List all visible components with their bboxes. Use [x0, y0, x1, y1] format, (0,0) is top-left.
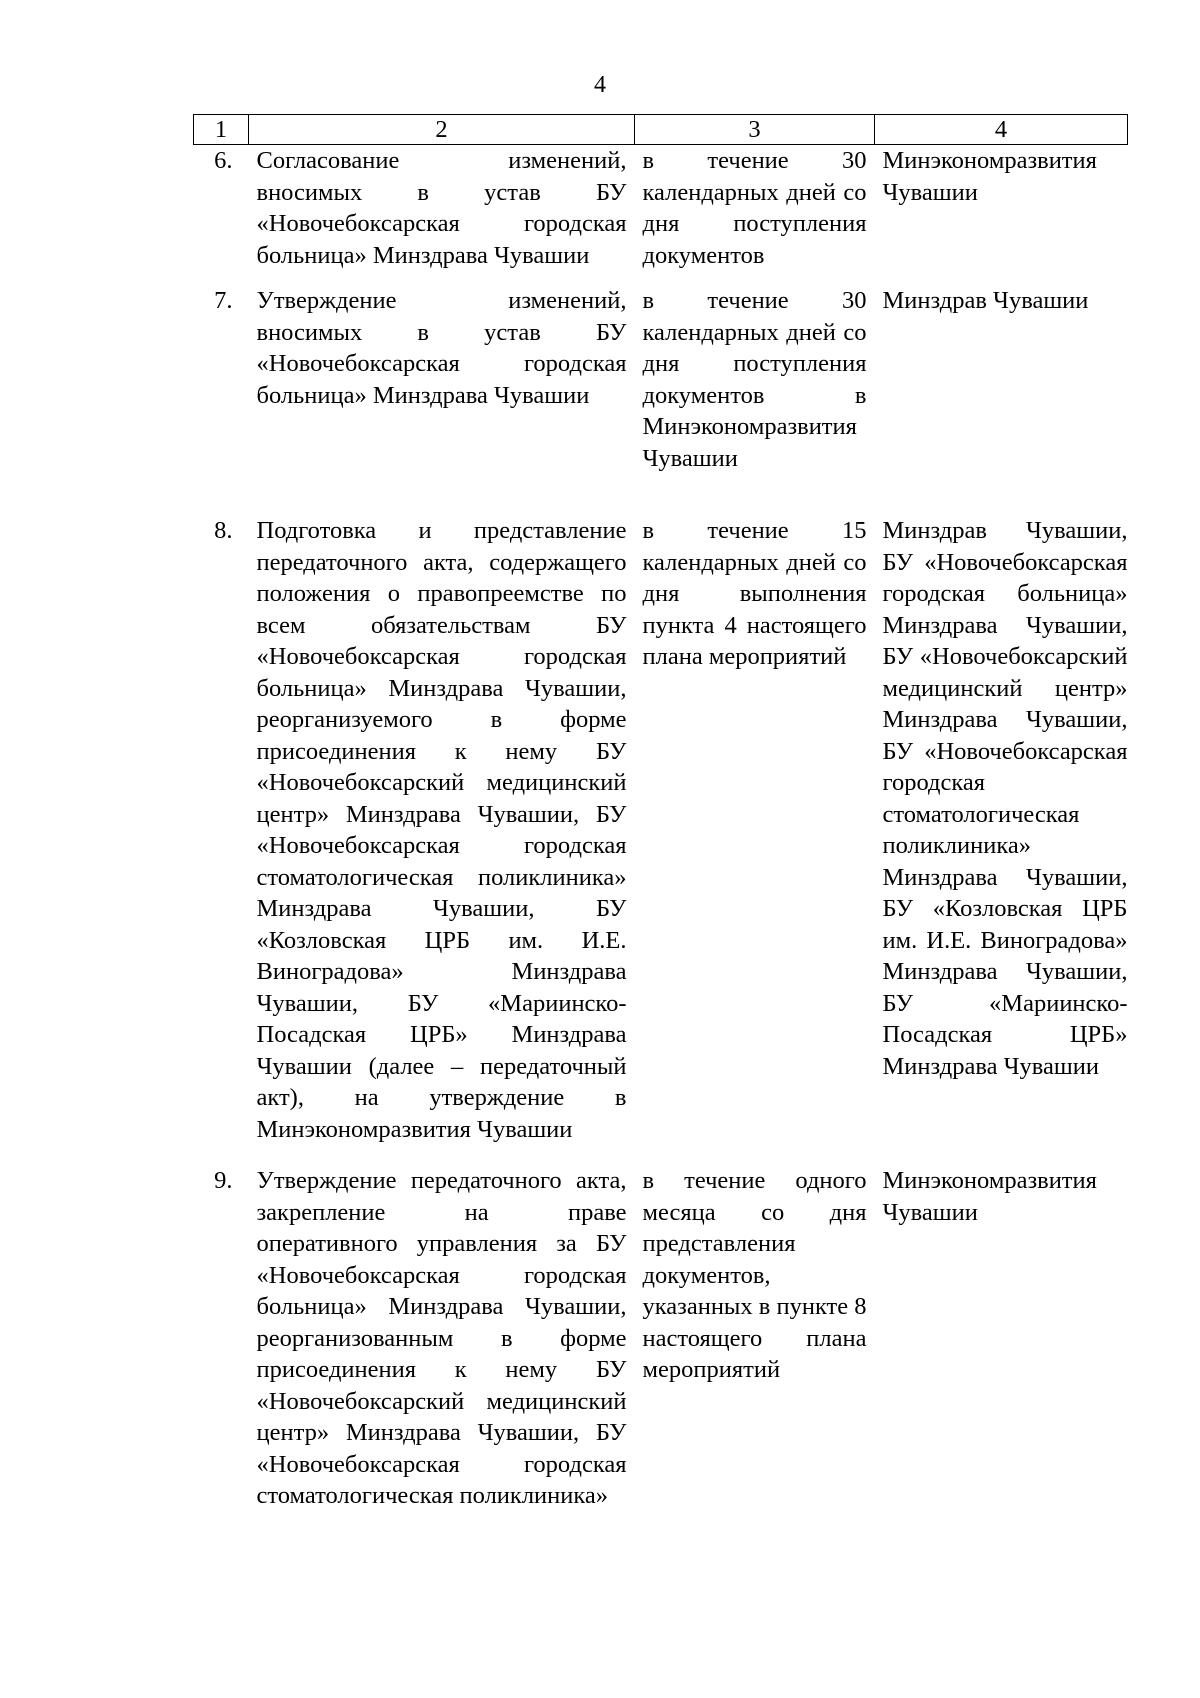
header-col-4: 4 [875, 115, 1128, 145]
row-responsible: Минэкономразвития Чувашии [882, 1167, 1097, 1226]
row-deadline: в течение 30 календарных дней со дня поступления документов в Минэкономразвития Чувашии [642, 287, 867, 472]
row-deadline: в течение одного месяца со дня представления документов, указанных в пункте 8 настоящего плана мероприятий [642, 1167, 867, 1383]
row-number: 8. [214, 517, 233, 544]
table-row [194, 145, 1128, 286]
page-number: 4 [594, 72, 606, 98]
row-responsible: Минздрав Чувашии, БУ «Новочебоксарская городская больница» Минздрава Чувашии, БУ «Новочебоксарский медицинский центр» Минздрава Чувашии, БУ «Новочебоксарская городская стоматологическая поликлиника» Минздрава Чувашии, БУ «Козловская ЦРБ им. И.Е. Виноградова» Минздрава Чувашии, БУ «Мариинско-Посадская ЦРБ» Минздрава Чувашии [882, 517, 1128, 1080]
row-deadline: в течение 15 календарных дней со дня выполнения пункта 4 настоящего плана мероприятий [642, 517, 867, 670]
row-responsible: Минэкономразвития Чувашии [882, 147, 1097, 206]
row-deadline: в течение 30 календарных дней со дня поступления документов [642, 147, 867, 269]
row-number: 7. [214, 287, 233, 314]
row-number: 9. [214, 1167, 233, 1194]
action-plan-table [193, 114, 1128, 1565]
table-row [194, 515, 1128, 1165]
row-action: Согласование изменений, вносимых в устав БУ «Новочебоксарская городская больница» Минздрава Чувашии [256, 147, 627, 269]
row-number: 6. [214, 147, 233, 174]
row-action: Подготовка и представление передаточного акта, содержащего положения о правопреемстве по всем обязательствам БУ «Новочебоксарская городская больница» Минздрава Чувашии, реорганизуемого в форме присоединения к нему БУ «Новочебоксарский медицинский центр» Минздрава Чувашии, БУ «Новочебоксарская городская стоматологическая поликлиника» Минздрава Чувашии, БУ «Козловская ЦРБ им. И.Е. Виноградова» Минздрава Чувашии, БУ «Мариинско-Посадская ЦРБ» Минздрава Чувашии (далее – передаточный акт), на утверждение в Минэкономразвития Чувашии [256, 517, 627, 1143]
table-header-row [194, 115, 1128, 145]
header-col-1: 1 [194, 115, 249, 145]
header-col-2: 2 [249, 115, 635, 145]
row-action: Утверждение изменений, вносимых в устав БУ «Новочебоксарская городская больница» Минздрава Чувашии [256, 287, 627, 409]
table-row [194, 285, 1128, 515]
header-col-3: 3 [635, 115, 875, 145]
row-responsible: Минздрав Чувашии [882, 287, 1089, 314]
table-row [194, 1165, 1128, 1565]
row-action: Утверждение передаточного акта, закрепление на праве оперативного управления за БУ «Новочебоксарская городская больница» Минздрава Чувашии, реорганизованным в форме присоединения к нему БУ «Новочебоксарский медицинский центр» Минздрава Чувашии, БУ «Новочебоксарская городская стоматологическая поликлиника» [256, 1167, 627, 1509]
